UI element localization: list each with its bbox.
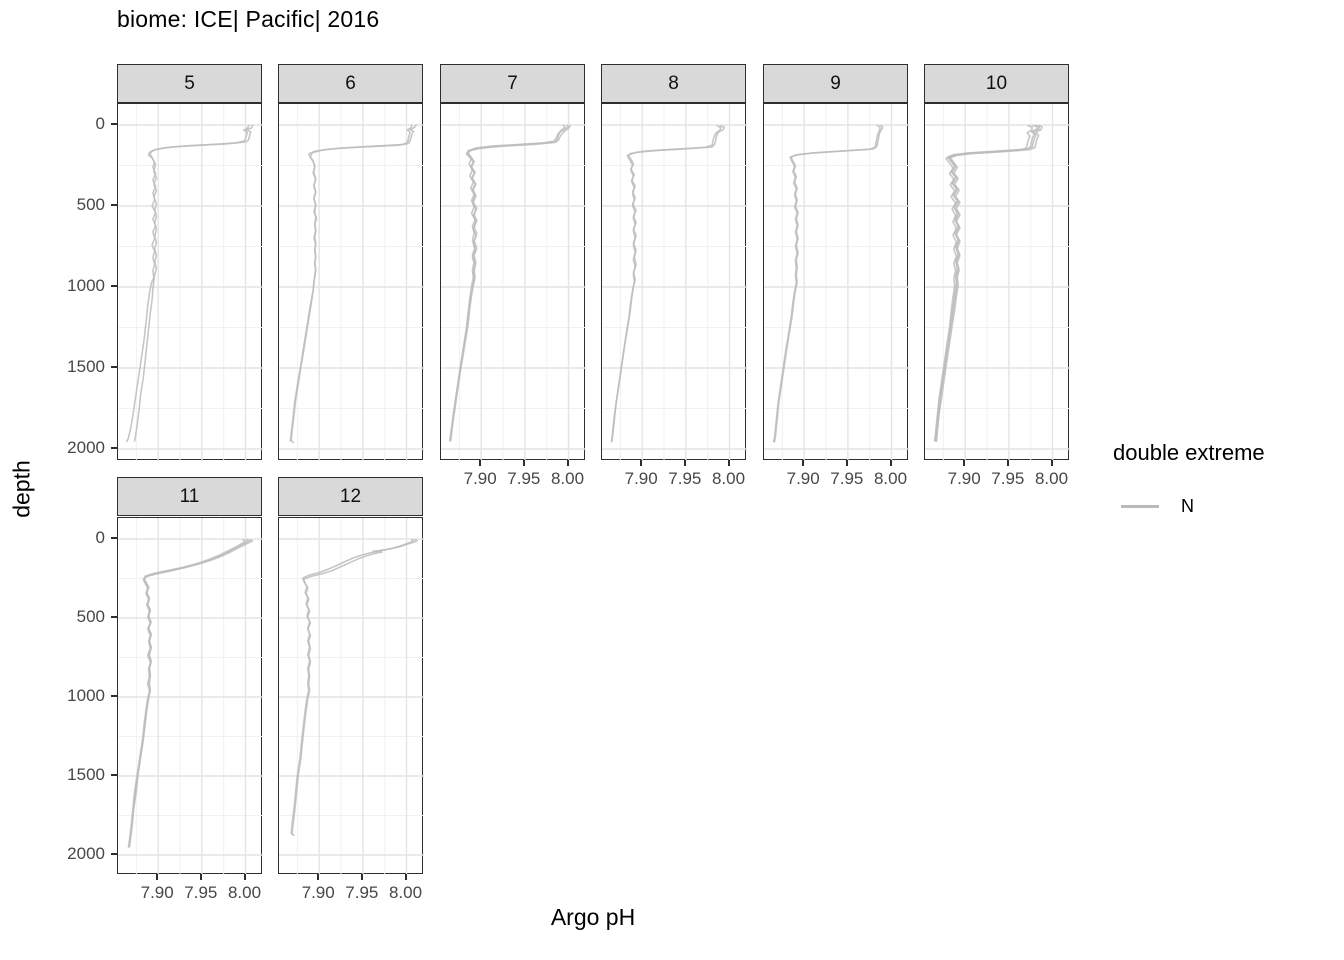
y-tick-label: 0 bbox=[95, 528, 105, 547]
profile-line bbox=[612, 126, 721, 442]
x-tick-mark bbox=[890, 460, 892, 466]
x-tick-label: 8.00 bbox=[550, 469, 585, 488]
x-tick-mark bbox=[361, 874, 363, 880]
x-tick-label: 8.00 bbox=[1034, 469, 1069, 488]
x-tick-label: 7.90 bbox=[140, 883, 174, 902]
x-tick-label: 7.90 bbox=[463, 469, 497, 488]
y-tick-label: 0 bbox=[95, 114, 105, 133]
facet-panel bbox=[278, 517, 423, 874]
facet-strip bbox=[924, 64, 1069, 103]
x-tick-mark bbox=[523, 460, 525, 466]
x-tick-label: 7.90 bbox=[624, 469, 658, 488]
profile-line bbox=[291, 125, 416, 442]
x-tick-mark bbox=[479, 460, 481, 466]
profile-line bbox=[127, 125, 253, 441]
profile-line bbox=[775, 126, 883, 442]
x-tick-label: 8.00 bbox=[388, 883, 423, 902]
facet-strip bbox=[763, 64, 908, 103]
y-tick-mark bbox=[111, 853, 117, 855]
x-tick-mark bbox=[405, 874, 407, 880]
facet-strip bbox=[117, 64, 262, 103]
x-tick-label: 8.00 bbox=[711, 469, 746, 488]
x-tick-mark bbox=[846, 460, 848, 466]
profile-line bbox=[451, 126, 571, 441]
facet-strip-label: 10 bbox=[985, 72, 1008, 94]
profile-line bbox=[936, 126, 1039, 441]
y-tick-label: 2000 bbox=[67, 844, 105, 863]
facet-panel bbox=[763, 103, 908, 460]
x-tick-label: 8.00 bbox=[227, 883, 262, 902]
x-tick-mark bbox=[963, 460, 965, 466]
x-tick-label: 8.00 bbox=[873, 469, 908, 488]
y-tick-label: 1000 bbox=[67, 276, 105, 295]
facet-strip-label: 6 bbox=[345, 72, 356, 94]
facet-panel bbox=[117, 103, 262, 460]
x-tick-mark bbox=[1007, 460, 1009, 466]
x-tick-label: 7.95 bbox=[184, 883, 218, 902]
y-tick-mark bbox=[111, 616, 117, 618]
x-tick-label: 7.95 bbox=[991, 469, 1025, 488]
y-tick-mark bbox=[111, 774, 117, 776]
profile-line bbox=[450, 125, 569, 441]
panel-plot-area bbox=[602, 104, 747, 461]
y-tick-label: 1500 bbox=[67, 357, 105, 376]
legend-key-label: N bbox=[1181, 495, 1194, 516]
x-tick-mark bbox=[684, 460, 686, 466]
y-axis-title: depth bbox=[8, 460, 35, 518]
y-tick-mark bbox=[111, 695, 117, 697]
x-tick-label: 7.95 bbox=[668, 469, 702, 488]
y-tick-mark bbox=[111, 537, 117, 539]
x-axis-title: Argo pH bbox=[550, 904, 636, 930]
facet-strip bbox=[440, 64, 585, 103]
y-tick-mark bbox=[111, 447, 117, 449]
legend-key-line-icon bbox=[1121, 505, 1159, 508]
facet-panel bbox=[601, 103, 746, 460]
x-tick-mark bbox=[156, 874, 158, 880]
profile-line bbox=[935, 126, 1033, 441]
x-tick-mark bbox=[317, 874, 319, 880]
facet-strip-label: 9 bbox=[830, 72, 841, 94]
y-tick-mark bbox=[111, 123, 117, 125]
plot-title: biome: ICE| Pacific| 2016 bbox=[117, 6, 380, 32]
x-tick-label: 7.90 bbox=[301, 883, 335, 902]
panel-plot-area bbox=[764, 104, 909, 461]
facet-strip-label: 8 bbox=[668, 72, 679, 94]
facet-strip bbox=[117, 477, 262, 516]
x-tick-mark bbox=[567, 460, 569, 466]
facet-strip-label: 5 bbox=[184, 72, 195, 94]
facet-strip-label: 11 bbox=[179, 485, 200, 507]
legend-key-row bbox=[1113, 494, 1333, 518]
panel-plot-area bbox=[118, 104, 263, 461]
x-tick-label: 7.90 bbox=[947, 469, 981, 488]
profile-line bbox=[451, 125, 565, 440]
facet-strip-label: 7 bbox=[507, 72, 518, 94]
y-tick-mark bbox=[111, 285, 117, 287]
panel-plot-area bbox=[441, 104, 586, 461]
x-tick-label: 7.95 bbox=[830, 469, 864, 488]
y-tick-label: 2000 bbox=[67, 438, 105, 457]
x-tick-mark bbox=[640, 460, 642, 466]
x-tick-label: 7.95 bbox=[345, 883, 379, 902]
x-tick-mark bbox=[244, 874, 246, 880]
y-tick-mark bbox=[111, 366, 117, 368]
x-tick-label: 7.95 bbox=[507, 469, 541, 488]
legend-title: double extreme bbox=[1113, 440, 1265, 465]
profile-line bbox=[129, 540, 245, 847]
x-tick-mark bbox=[1051, 460, 1053, 466]
profile-line bbox=[774, 126, 881, 442]
x-tick-mark bbox=[728, 460, 730, 466]
x-tick-label: 7.90 bbox=[786, 469, 820, 488]
facet-panel bbox=[117, 517, 262, 874]
panel-plot-area bbox=[925, 104, 1070, 461]
panel-plot-area bbox=[279, 518, 424, 875]
x-tick-mark bbox=[802, 460, 804, 466]
profile-line bbox=[290, 125, 411, 441]
profile-line bbox=[292, 540, 417, 836]
x-tick-mark bbox=[200, 874, 202, 880]
panel-plot-area bbox=[118, 518, 263, 875]
panel-plot-area bbox=[279, 104, 424, 461]
facet-strip bbox=[601, 64, 746, 103]
facet-panel bbox=[278, 103, 423, 460]
y-tick-label: 500 bbox=[76, 195, 105, 214]
y-tick-label: 500 bbox=[76, 607, 105, 626]
facet-strip bbox=[278, 64, 423, 103]
facet-strip-label: 12 bbox=[339, 485, 362, 507]
y-tick-label: 1000 bbox=[67, 686, 105, 705]
y-tick-label: 1500 bbox=[67, 765, 105, 784]
facet-panel bbox=[924, 103, 1069, 460]
facet-strip bbox=[278, 477, 423, 516]
y-tick-mark bbox=[111, 204, 117, 206]
legend bbox=[1113, 440, 1333, 518]
facet-panel bbox=[440, 103, 585, 460]
